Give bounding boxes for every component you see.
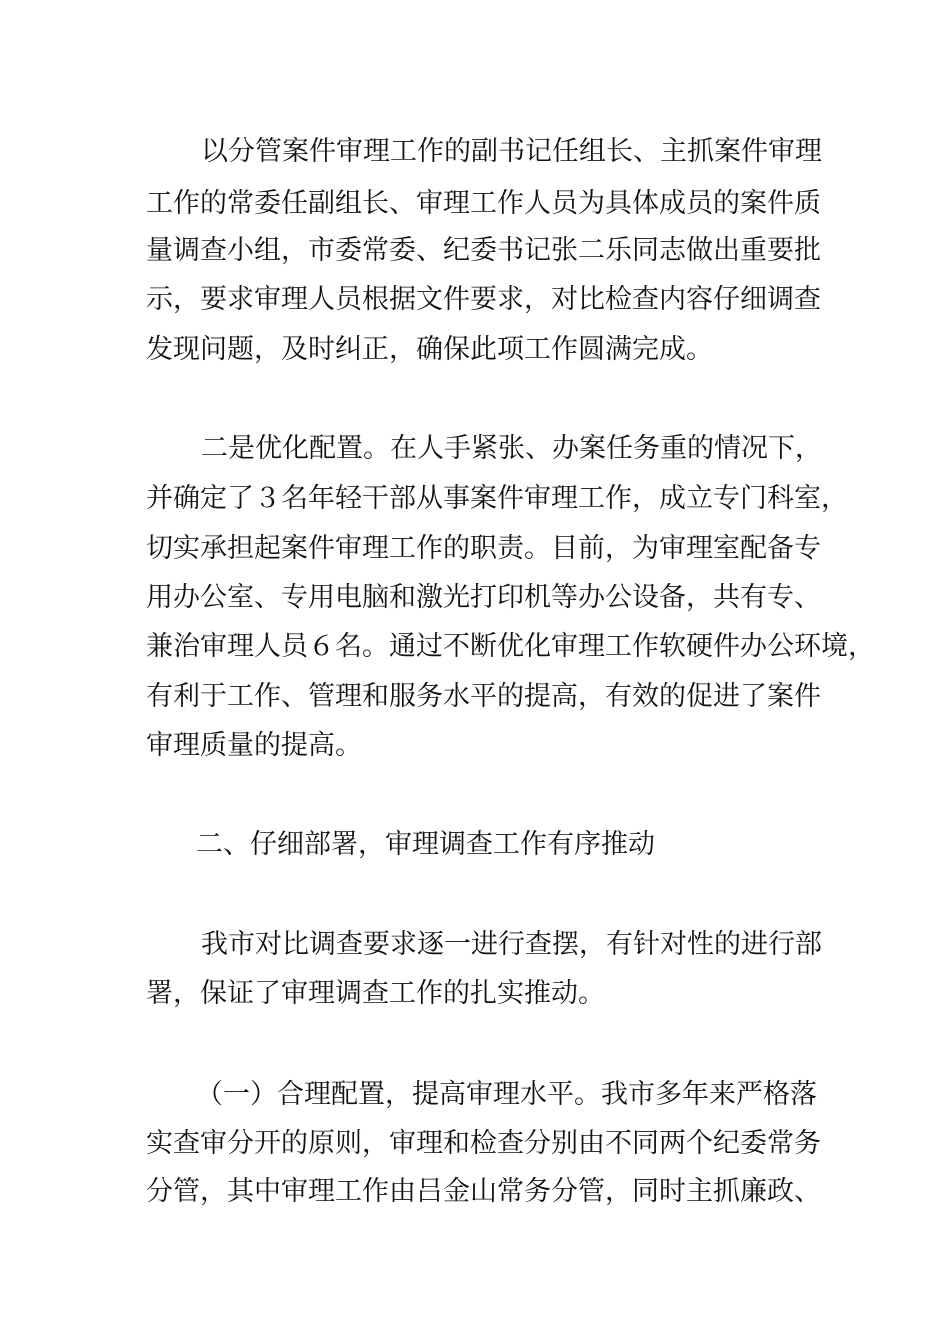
text-line: 用办公室、专用电脑和激光打印机等办公设备，共有专、: [146, 582, 821, 613]
text-line: 以分管案件审理工作的副书记任组长、主抓案件审理: [201, 136, 822, 167]
text-line: 二是优化配置。在人手紧张、办案任务重的情况下，: [201, 433, 822, 464]
text-line: 我市对比调查要求逐一进行查摆，有针对性的进行部: [201, 929, 822, 960]
text-line: 署，保证了审理调查工作的扎实推动。: [146, 978, 605, 1009]
heading-text: 二、仔细部署，审理调查工作有序推动: [196, 829, 655, 860]
text-line: 并确定了３名年轻干部从事案件审理工作，成立专门科室，: [146, 483, 848, 514]
text-line: 示，要求审理人员根据文件要求，对比检查内容仔细调查: [146, 284, 821, 315]
text-line: 实查审分开的原则，审理和检查分别由不同两个纪委常务: [146, 1128, 821, 1159]
text-line: 有利于工作、管理和服务水平的提高，有效的促进了案件: [146, 681, 821, 712]
text-line: （一）合理配置，提高审理水平。我市多年来严格落: [196, 1079, 817, 1110]
text-line: 兼治审理人员６名。通过不断优化审理工作软硬件办公环境，: [146, 631, 875, 662]
text-line: 工作的常委任副组长、审理工作人员为具体成员的案件质: [146, 188, 821, 219]
text-line: 发现问题，及时纠正，确保此项工作圆满完成。: [146, 334, 713, 365]
text-line: 量调查小组，市委常委、纪委书记张二乐同志做出重要批: [146, 235, 821, 266]
text-line: 审理质量的提高。: [146, 730, 362, 761]
text-line: 切实承担起案件审理工作的职责。目前，为审理室配备专: [146, 533, 821, 564]
text-line: 分管，其中审理工作由吕金山常务分管，同时主抓廉政、: [146, 1176, 821, 1207]
